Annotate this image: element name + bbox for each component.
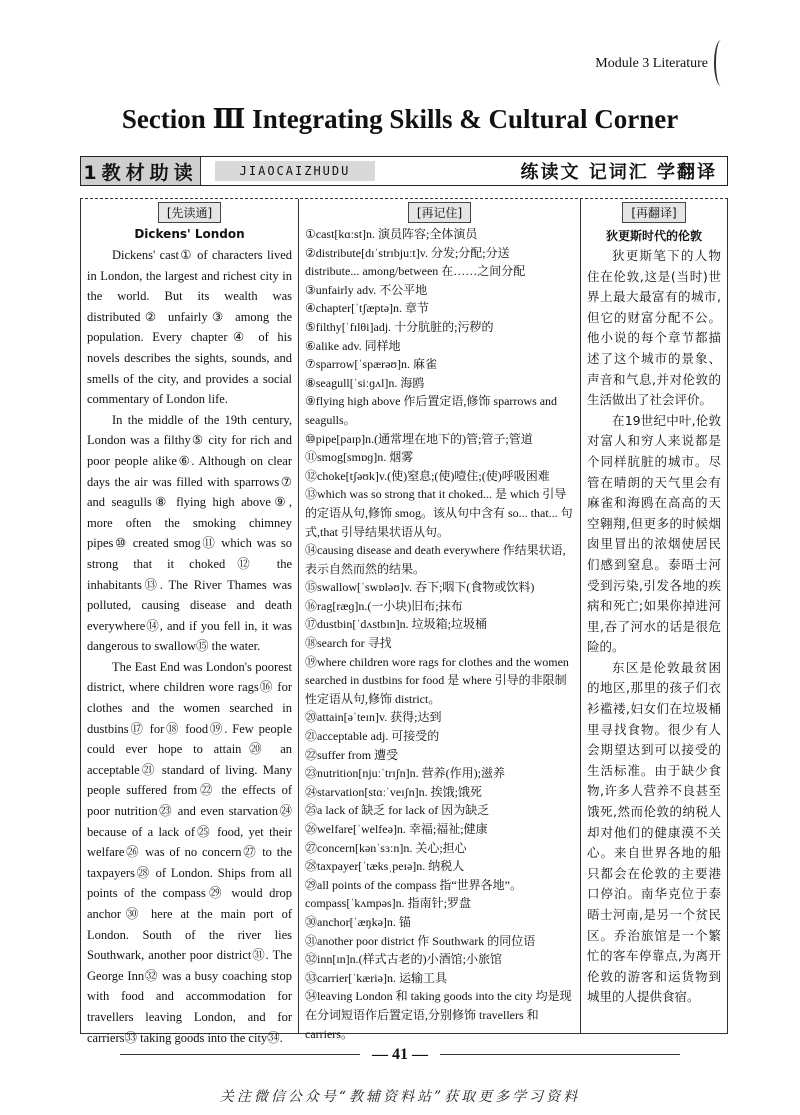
- vocab-item: ③unfairly adv. 不公平地: [305, 282, 428, 297]
- vocab-item: ⑫choke[tʃəʊk]v.(使)窒息;(使)噎住;(使)呼吸困难: [305, 468, 550, 483]
- vocab-item: ㉞leaving London 和 taking goods into the city 均是现在分词短语作后置定语,分别修饰 travellers 和 carriers。: [305, 989, 572, 1041]
- vocab-item: ⑥alike adv. 同样地: [305, 338, 401, 353]
- page-corner-curve: [714, 40, 728, 86]
- vocab-item: ⑦sparrow[ˈspærəʊ]n. 麻雀: [305, 357, 437, 372]
- section-banner: [80, 156, 728, 186]
- article-paragraph-1: Dickens' cast① of characters lived in London, the largest and richest city in the world. But its wealth was distributed② unfairly③ among the population. Every chapter④ of his novels describes the sights, sounds, and smells of the city, and provides a social commentary of London life.: [87, 248, 292, 407]
- reading-column-header: [先读通]: [87, 199, 292, 225]
- running-head: Module 3 Literature: [595, 56, 708, 71]
- banner-subtitle: 练读文 记词汇 学翻译: [520, 162, 717, 183]
- translation-paragraph-1: 狄更斯笔下的人物住在伦敦,这是(当时)世界上最大最富有的城市,但它的财富分配不公。他小说的每个章节都描述了这个城市的景象、声音和气息,并对伦敦的生活做出了社会评价。: [587, 248, 721, 408]
- vocab-item: ㉖welfare[ˈwelfeə]n. 幸福;福祉;健康: [305, 822, 488, 836]
- vocab-item: ㉔starvation[stɑːˈveɪʃn]n. 挨饿;饿死: [305, 784, 482, 799]
- vocab-item: ⑧seagull[ˈsiːɡʌl]n. 海鸥: [305, 375, 425, 390]
- vocab-item: ㉛another poor district 作 Southwark 的同位语: [305, 933, 536, 948]
- vocab-item: ⑩pipe[paɪp]n.(通常埋在地下的)管;管子;管道: [305, 431, 533, 446]
- vocabulary-column: [299, 199, 581, 1041]
- banner-pinyin: JIAOCAIZHUDU: [215, 161, 375, 181]
- vocab-item: ㉕a lack of 缺乏 for lack of 因为缺乏: [305, 803, 490, 818]
- vocab-item: ⑰dustbin[ˈdʌstbɪn]n. 垃圾箱;垃圾桶: [305, 617, 487, 632]
- banner-number: 1教材助读: [81, 157, 201, 185]
- footer-note: 关注微信公众号“教辅资料站”获取更多学习资料: [219, 1089, 581, 1105]
- vocab-item: ⑤filthy[ˈfɪlθi]adj. 十分肮脏的;污秽的: [305, 319, 494, 334]
- page-title: Section Ⅲ Integrating Skills & Cultural Corner: [121, 104, 679, 134]
- vocab-item: ⑨flying high above 作后置定语,修饰 sparrows and seagulls。: [305, 394, 558, 427]
- vocab-item: ㉘taxpayer[ˈtæksˌpeɪə]n. 纳税人: [305, 859, 465, 874]
- article-paragraph-3: The East End was London's poorest district, where children wore rags⑯ for clothes and the women searched in dustbins⑰ for⑱ food⑲. Few people could ever hope to attain⑳ an acceptable㉑ standard of living. Many people suffered from㉒ the effects of poor nutrition㉓ and even starvation㉔ because of a lack of㉕ food, yet their welfare㉖ was of no concern㉗ to the taxpayers㉘ of London. Ships from all points of the compass㉙ would drop anchor㉚ here at the main port of London. South of the river lies Southwark, another poor district㉛. The George Inn㉜ was a busy coaching stop with food and accommodation for travellers leaving London, and for carriers㉝ taking goods into the city㉞.: [87, 659, 292, 1045]
- vocabulary-column-header: [再记住]: [305, 199, 574, 225]
- vocab-item: ㉙all points of the compass 指“世界各地”。compass[ˈkʌmpəs]n. 指南针;罗盘: [305, 877, 522, 911]
- vocab-item: ⑮swallow[ˈswɒləʊ]v. 吞下;咽下(食物或饮料): [305, 580, 535, 595]
- vocab-item: ⑭causing disease and death everywhere 作结果状语,表示自然而然的结果。: [305, 543, 566, 576]
- vocab-item: ④chapter[ˈtʃæptə]n. 章节: [305, 301, 430, 316]
- vocab-item: ⑲where children wore rags for clothes and the women searched in dustbins for food 是 where 引导的非限制性定语从句,修饰 district。: [305, 654, 569, 706]
- translation-paragraph-3: 东区是伦敦最贫困的地区,那里的孩子们衣衫褴褛,妇女们在垃圾桶里寻找食物。很少有人会期望达到可以接受的生活标准。由于缺少食物,许多人营养不良甚至饿死,然而伦敦的纳税人却对他们的健康漠不关心。来自世界各地的船只都会在伦敦的主要港口停泊。南华克位于泰晤士河南,是另一个贫民区。乔治旅馆是一个繁忙的客车停靠点,为离开伦敦的游客和运货物到城里的人提供食宿。: [587, 659, 721, 1005]
- page-number-rule-right: [440, 1054, 680, 1055]
- vocab-item: ⑪smog[smɒɡ]n. 烟雾: [305, 450, 414, 465]
- vocab-item: ㉜inn[ɪn]n.(样式古老的)小酒馆;小旅馆: [305, 952, 502, 967]
- translation-column-header: [再翻译]: [587, 199, 721, 225]
- vocab-item: ⑱search for 寻找: [305, 636, 392, 651]
- translation-title: 狄更斯时代的伦敦: [605, 229, 702, 243]
- vocab-item: ②distribute[dɪˈstrɪbjuːt]v. 分发;分配;分送: [305, 245, 510, 260]
- translation-column: [581, 199, 727, 1033]
- vocab-item: ⑳attain[əˈteɪn]v. 获得;达到: [305, 710, 442, 725]
- vocab-item: ㉝carrier[ˈkæriə]n. 运输工具: [305, 970, 447, 985]
- content-frame: [80, 198, 728, 1045]
- article-title: Dickens' London: [134, 227, 245, 241]
- vocab-item: ㉓nutrition[njuːˈtrɪʃn]n. 营养(作用);滋养: [305, 766, 505, 781]
- vocab-item: ⑯rag[ræɡ]n.(一小块)旧布;抹布: [305, 598, 463, 613]
- vocab-item: ①cast[kɑːst]n. 演员阵容;全体演员: [305, 227, 478, 241]
- page-number: — 41 —: [372, 1046, 428, 1063]
- translation-paragraph-2: 在19世纪中叶,伦敦对富人和穷人来说都是个同样肮脏的城市。尽管在晴朗的天气里会有麻雀和海鸥在高高的天空翱翔,但更多的时候烟囱里冒出的浓烟使居民们感到窒息。泰晤士河受到污染,引发各地的疾病和死亡;如果你掉进河里,吞了河水的话是很危险的。: [587, 412, 721, 655]
- vocab-item: ㉚anchor[ˈæŋkə]n. 锚: [305, 914, 411, 929]
- reading-column: [81, 199, 299, 1045]
- vocab-item: distribute... among/between 在……之间分配: [305, 264, 526, 279]
- vocab-item: ⑬which was so strong that it choked... 是 which 引导的定语从句,修饰 smog。该从句中含有 so... that... 句式,that 引导结果状语从句。: [305, 487, 573, 539]
- article-paragraph-2: In the middle of the 19th century, London was a filthy⑤ city for rich and poor people alike⑥. Although on clear days the air was filled with sparrows⑦ and seagulls⑧ flying high above⑨, more often the smoking chimney pipes⑩ created smog⑪ which was so strong that it choked⑫ the inhabitants⑬. The River Thames was polluted, causing disease and death everywhere⑭, and if you fell in, it was dangerous to swallow⑮ the water.: [87, 412, 292, 654]
- vocab-item: ㉒suffer from 遭受: [305, 747, 399, 762]
- vocab-item: ㉗concern[kənˈsɜːn]n. 关心;担心: [305, 840, 467, 855]
- vocab-item: ㉑acceptable adj. 可接受的: [305, 729, 440, 744]
